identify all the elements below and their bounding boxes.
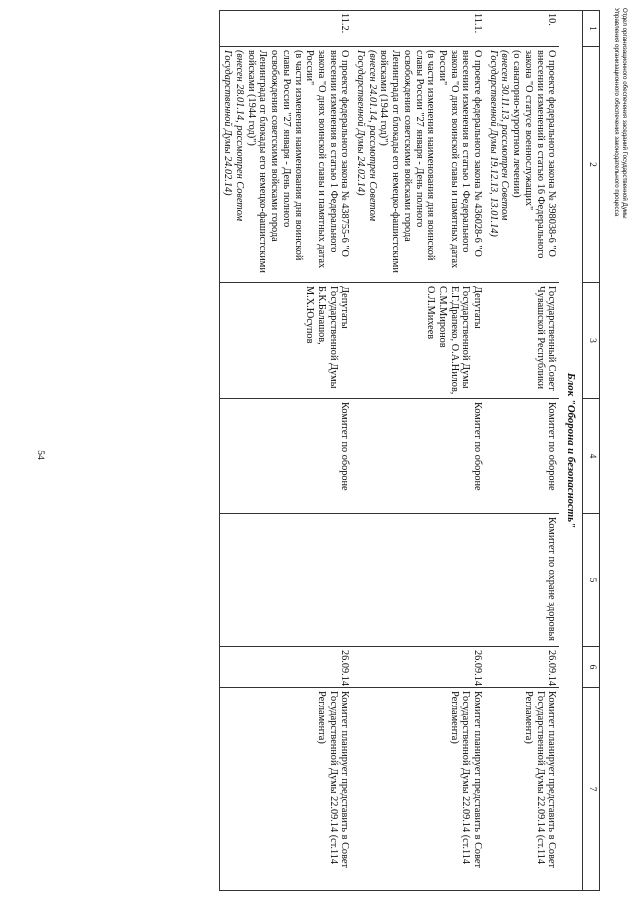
responsible-committee: Комитет по обороне [485, 399, 559, 514]
footer-line: Отдел организационного обеспечения заседаний Государственной Думы [621, 8, 628, 219]
bill-note: (в части изменения наименования дня воинской славы России "27 января - День полного освобождения советскими войсками города Ленинграда от блокады его немецко-фашистскими войсками (1944 год)") [245, 50, 304, 273]
date: 26.09.14 [352, 647, 485, 688]
table-row [485, 11, 559, 891]
co-committee [219, 514, 352, 647]
co-committee: Комитет по охране здоровья [485, 514, 559, 647]
bill-title: О проекте федерального закона № 398038-6 "О внесении изменений в статью 16 Федерального закона "О статусе военнослужащих" [522, 50, 558, 259]
page-number: 54 [35, 450, 45, 460]
status: Комитет планирует представить в Совет Государственной Думы 22.09.14 (ст.114 Регламента) [485, 688, 559, 891]
table-row [219, 11, 352, 891]
column-number: 2 [583, 47, 600, 283]
bill-title: О проекте федерального закона № 436028-6 "О внесении изменения в статью 1 Федерального закона "О днях воинской славы и памятных датах России" [436, 50, 484, 269]
bill-history: (внесен 30.11.13, рассмотрен Советом Государственной Думы 19.12.13, 13.01.14) [487, 50, 511, 237]
initiator: Государственный Совет Чувашской Республики [485, 283, 559, 399]
row-number: 11.2. [219, 11, 352, 47]
responsible-committee: Комитет по обороне [352, 399, 485, 514]
footer-line: Управления организационного обеспечения законодательного процесса [613, 8, 620, 217]
row-number: 10. [485, 11, 559, 47]
column-number: 3 [583, 283, 600, 399]
initiator: Депутаты Государственной Думы Е.Г.Драпеко, О.А.Нилов, С.М.Миронов О.Л.Михеев [352, 283, 485, 399]
bill-description [485, 47, 559, 283]
date: 26.09.14 [485, 647, 559, 688]
bill-description [219, 47, 352, 283]
column-number: 5 [583, 514, 600, 647]
bill-title: О проекте федерального закона № 438755-6 "О внесении изменения в статью 1 Федерального закона "О днях воинской славы и памятных датах России" [304, 50, 351, 269]
column-number: 7 [583, 688, 600, 891]
footer [612, 8, 628, 219]
co-committee [352, 514, 485, 647]
row-number: 11.1. [352, 11, 485, 47]
responsible-committee: Комитет по обороне [219, 399, 352, 514]
agenda-table [219, 10, 600, 891]
table-row [352, 11, 485, 891]
bill-description [352, 47, 485, 283]
block-title: Блок "Оборона и безопасность" [559, 11, 582, 891]
bill-history: (внесен 24.01.14, рассмотрен Советом Государственной Думы 24.02.14) [355, 50, 378, 222]
column-number: 4 [583, 399, 600, 514]
initiator: Депутаты Государственной Думы Б.К.Балашов, М.Х.Юсупов [219, 283, 352, 399]
status: Комитет планирует представить в Совет Государственной Думы 22.09.14 (ст.114 Регламента) [352, 688, 485, 891]
bill-note: (в части изменения наименования дня воинской славы России "27 января - День полного освобождения советскими войсками города Ленинграда от блокады его немецко-фашистскими войсками (1944 год)") [378, 50, 437, 273]
column-number-row [583, 11, 600, 891]
block-title-row [559, 11, 582, 891]
column-number: 6 [583, 647, 600, 688]
status: Комитет планирует представить в Совет Государственной Думы 22.09.14 (ст.114 Регламента) [219, 688, 352, 891]
bill-note: (о санаторно-курортном лечении) [511, 50, 523, 198]
date: 26.09.14 [219, 647, 352, 688]
column-number: 1 [583, 11, 600, 47]
bill-history: (внесен 28.01.14, рассмотрен Советом Государственной Думы 24.02.14) [222, 50, 246, 222]
